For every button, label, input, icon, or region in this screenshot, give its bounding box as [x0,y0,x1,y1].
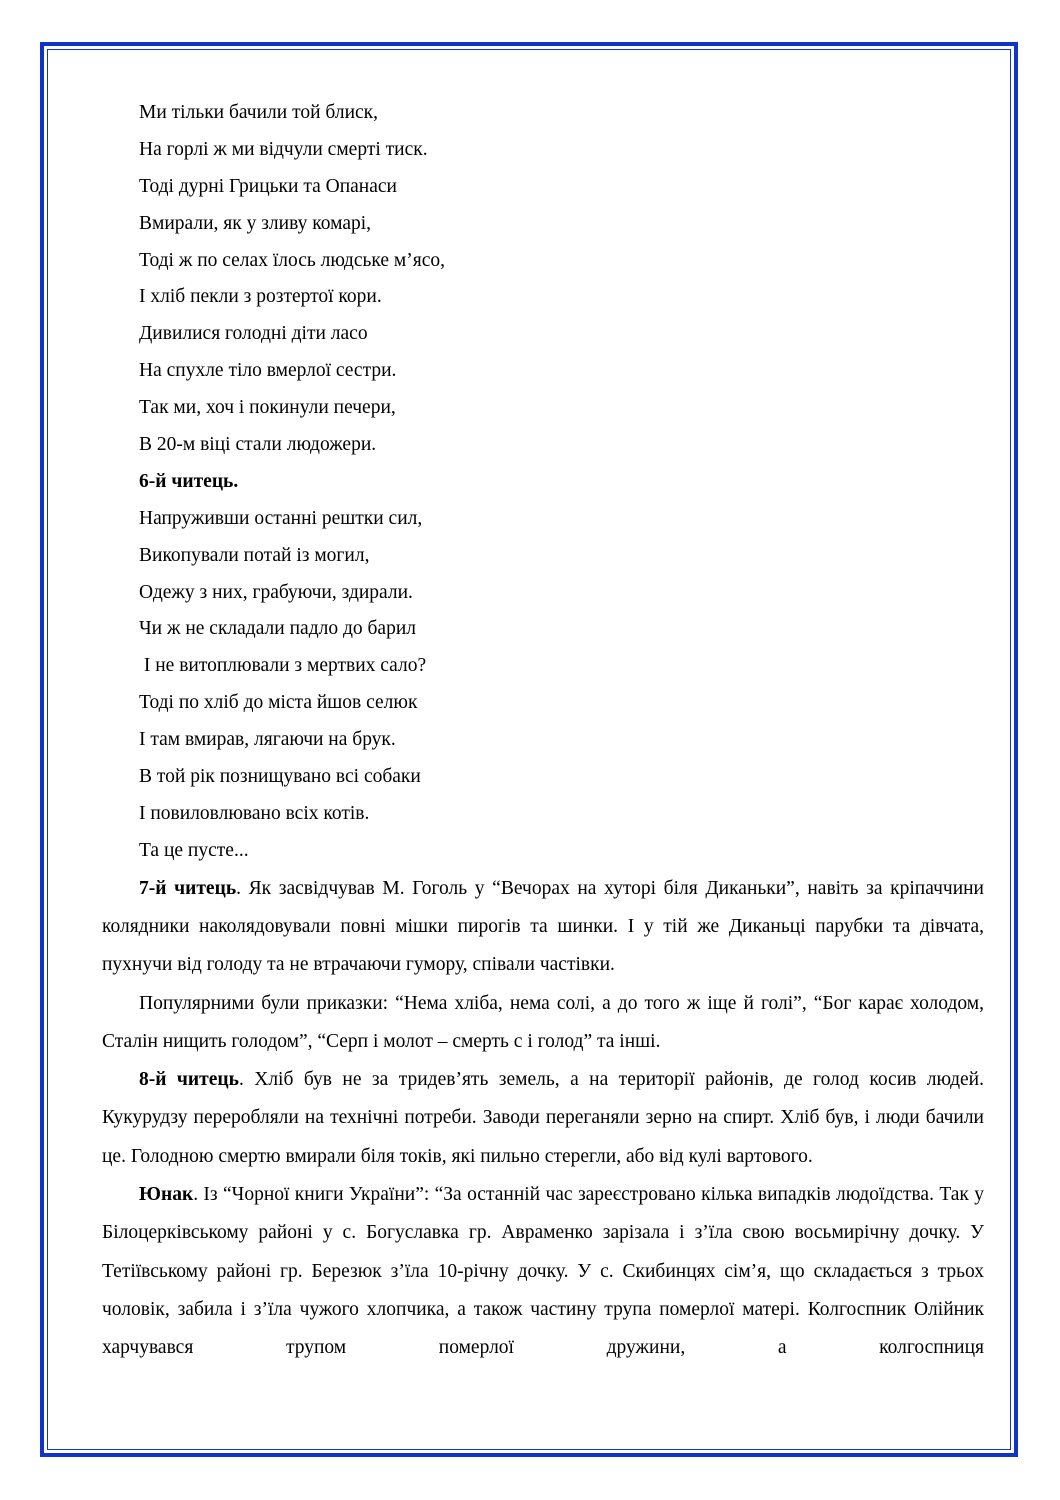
poem-line: Так ми, хоч і покинули печери, [139,397,396,419]
paragraph-text: . Як засвідчував М. Гоголь у “Вечорах на хуторі біля Диканьки”, навіть за кріпаччини колядники наколядовували повні мішки пирогів та шинки. І у тій же Диканьці парубки та дівчата, пухнучи від голоду та не втрачаючи гумору, співали частівки. [102,877,984,976]
paragraph-youth [102,1176,984,1367]
paragraph-proverbs [102,985,984,1062]
poem-line: Тоді по хліб до міста йшов селюк [139,692,418,714]
speaker-name: Юнак [139,1184,194,1206]
paragraph-text: . Із “Чорної книги України”: “За останній час зареєстровано кілька випадків людоїдства. Так у Білоцерківському районі у с. Богуславка гр. Авраменко зарізала і з’їла свою восьмирічну дочку. У Тетіївському районі гр. Березюк з’їла 10-річну дочку. У с. Скибинцях сім’я, що складається з трьох чоловік, забила і з’їла чужого хлопчика, а також частину трупа померлої матері. Колгоспник Олійник харчувався трупом померлої дружини, а колгоспниця [102,1184,984,1359]
paragraph-reader-7 [102,870,984,985]
poem-line: Та це пусте... [139,839,249,861]
speaker-heading: 6-й читець. [139,470,239,492]
poem-line: І там вмирав, лягаючи на брук. [139,729,396,751]
poem-line: Ми тільки бачили той блиск, [139,102,379,123]
paragraph-text: . Хліб був не за тридев’ять земель, а на території районів, де голод косив людей. Кукурудзу переробляли на технічні потреби. Заводи переганяли зерно на спирт. Хліб був, і люди бачили це. Голодною смертю вмирали біля токів, які пильно стерегли, або від кулі вартового. [102,1069,984,1167]
poem-line: Тоді дурні Грицьки та Опанаси [139,175,397,197]
poem-line: Дивилися голодні діти ласо [139,323,368,345]
speaker-name: 7-й читець [139,877,237,899]
poem [102,95,984,870]
poem-line: І повиловлювано всіх котів. [139,802,370,824]
speaker-name: 8-й читець [139,1069,239,1091]
poem-line: Вмирали, як у зливу комарі, [139,212,372,234]
paragraph-text: Популярними були приказки: “Нема хліба, нема солі, а до того ж іще й голі”, “Бог карає холодом, Сталін нищить голодом”, “Серп і молот – смерть с і голод” та інші. [102,992,984,1052]
poem-line: В той рік познищувано всі собаки [139,766,421,788]
paragraph-reader-8 [102,1061,984,1176]
document-body [102,95,984,1368]
poem-line: І не витоплювали з мертвих сало? [139,655,427,677]
poem-line: На спухле тіло вмерлої сестри. [139,360,397,382]
poem-line: На горлі ж ми відчули смерті тиск. [139,138,428,160]
poem-line: В 20-м віці стали людожери. [139,434,377,456]
poem-line: Викопували потай із могил, [139,544,370,566]
poem-line: Напруживши останні рештки сил, [139,507,423,529]
poem-line: Тоді ж по селах їлось людське м’ясо, [139,249,446,271]
poem-line: Чи ж не складали падло до барил [139,618,417,640]
poem-line: І хліб пекли з розтертої кори. [139,286,382,308]
poem-line: Одежу з них, грабуючи, здирали. [139,581,413,603]
